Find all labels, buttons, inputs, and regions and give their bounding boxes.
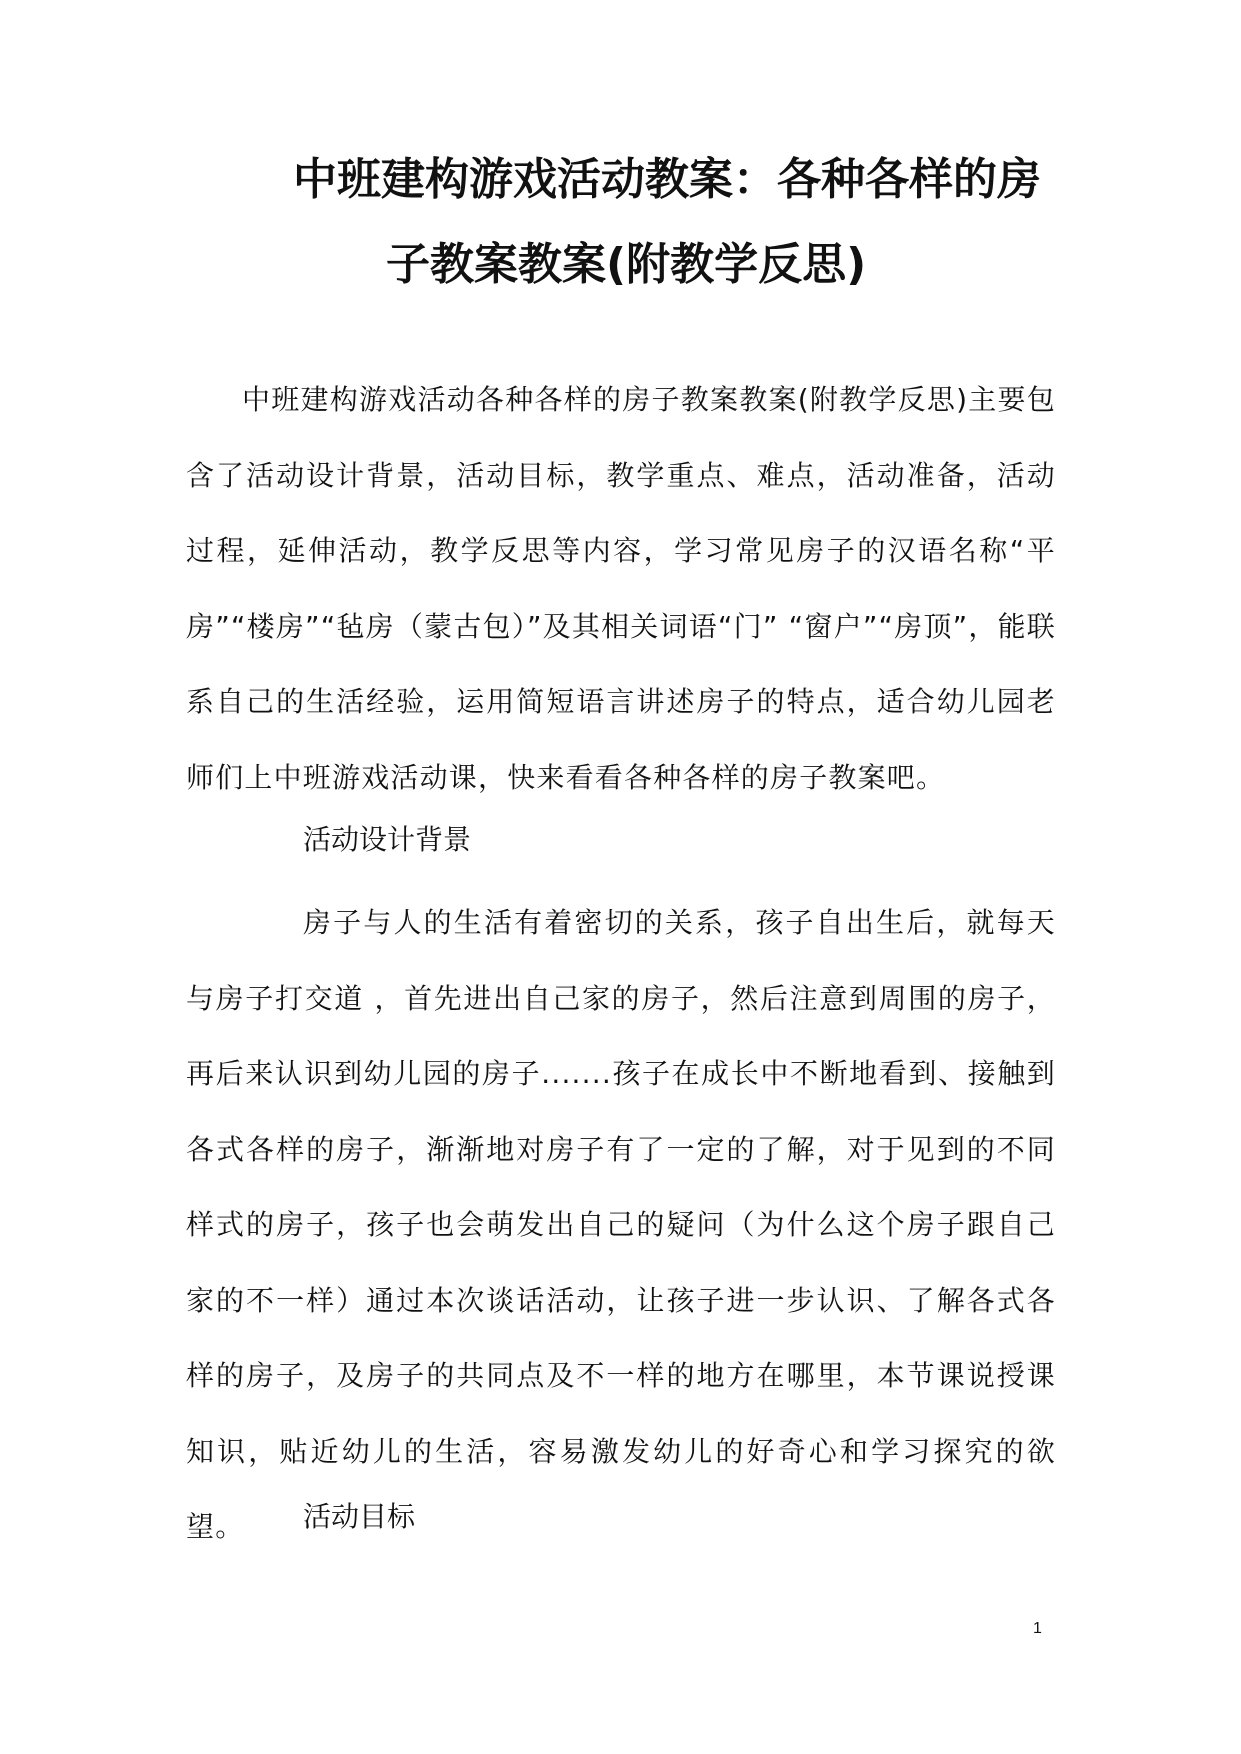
document-title-line-2: 子教案教案(附教学反思) [386, 239, 867, 290]
section-heading-background: 活动设计背景 [303, 823, 472, 856]
background-paragraph: 房子与人的生活有着密切的关系，孩子自出生后，就每天与房子打交道 ，首先进出自己家的房子，然后注意到周围的房子，再后来认识到幼儿园的房子.......孩子在成长中不断地看到、接触到各式各样的房子，渐渐地对房子有了一定的了解，对于见到的不同样式的房子，孩子也会萌发出自己的疑问（为什么这个房子跟自己家的不一样）通过本次谈话活动，让孩子进一步认识、了解各式各样的房子，及房子的共同点及不一样的地方在哪里，本节课说授课知识，贴近幼儿的生活，容易激发幼儿的好奇心和学习探究的欲望。 [186, 906, 1056, 1543]
document-title-line-1: 中班建构游戏活动教案：各种各样的房 [293, 154, 1041, 205]
intro-paragraph: 中班建构游戏活动各种各样的房子教案教案(附教学反思)主要包含了活动设计背景，活动目标，教学重点、难点，活动准备，活动过程，延伸活动，教学反思等内容，学习常见房子的汉语名称“平房”“楼房”“毡房（蒙古包）”及其相关词语“门” “窗户”“房顶”，能联系自己的生活经验，运用简短语言讲述房子的特点，适合幼儿园老师们上中班游戏活动课，快来看看各种各样的房子教案吧。 [186, 383, 1056, 794]
page-number: 1 [1033, 1620, 1042, 1637]
section-heading-goals: 活动目标 [303, 1500, 416, 1533]
